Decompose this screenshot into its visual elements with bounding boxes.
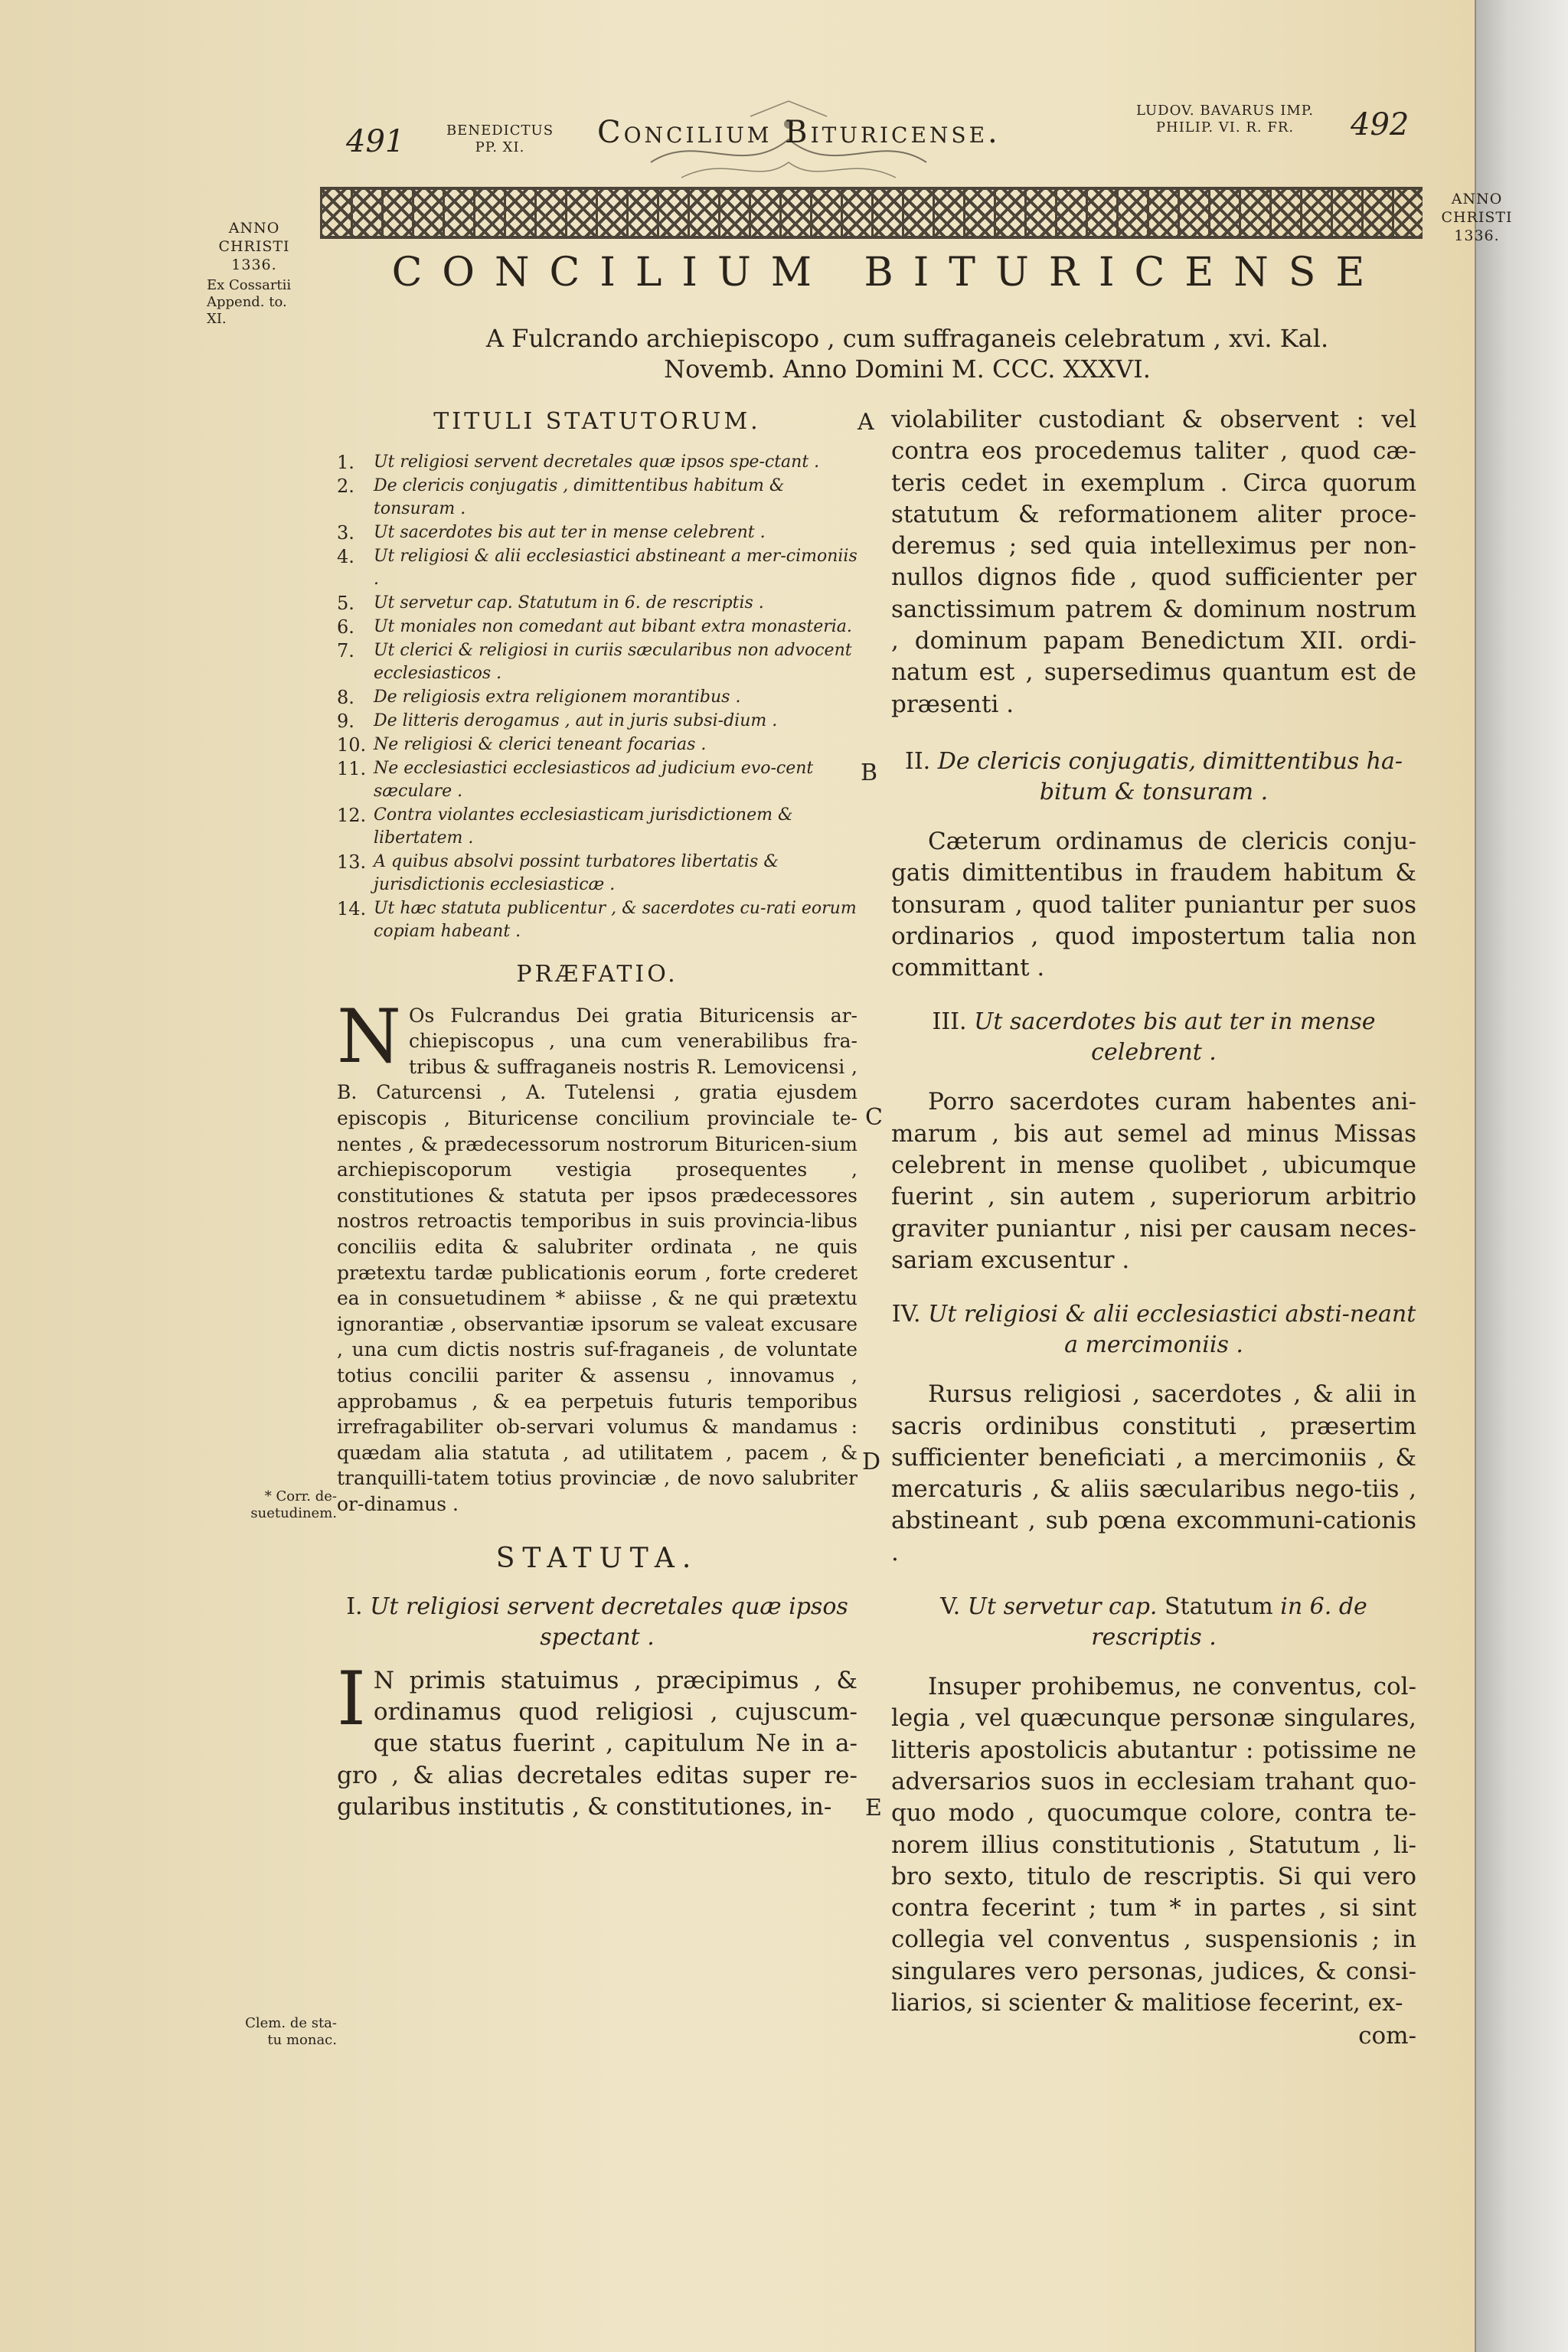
next-page-edge xyxy=(1475,0,1568,2352)
left-page-number: 491 xyxy=(346,124,405,159)
statute-1-heading xyxy=(337,1592,858,1653)
toc-text: De clericis conjugatis , dimittentibus habitum & tonsuram . xyxy=(374,476,785,519)
toc-text: A quibus absolvi possint turbatores libertatis & jurisdictionis ecclesiasticæ . xyxy=(374,852,779,895)
praefatio-body: Os Fulcrandus Dei gratia Bituricensis ar-chiepiscopus , una cum venerabilibus fra-tribus & suffraganeis nostris R. Lemovicensi , B. Caturcensi , A. Tutelensi , gratia ejusdem episcopis , Bituricense concilium provinciale te-nentes , & prædecessorum nostrorum Bituricen-sium archiepiscoporum vestigia prosequentes , constitutiones & statuta per ipsos prædecessores nostros retroactis temporibus in suis provincia-libus conciliis edita & salubriter ordinata , ne quis prætextu tardæ publicationis eorum , forte crederet ea in consuetudinem * abiisse , & ne qui prætextu ignorantiæ , observantiæ ipsorum se valeat excusare , una cum dictis nostris suf-fraganeis , de voluntate totius concilii pariter & assensu , innovamus , approbamus , & ea perpetuis futuris temporibus irrefragabiliter ob-servari volumus & mandamus : quædam alia statuta , ad utilitatem , pacem , & tranquilli-tatem totius provinciæ , de novo salubriter or-dinamus . xyxy=(337,1004,858,1515)
toc-item xyxy=(337,521,858,544)
margin-line: 1336. xyxy=(1454,227,1500,244)
statute-2-heading xyxy=(891,746,1416,808)
toc-text: Ut hæc statuta publicentur , & sacerdotes cu-rati eorum copiam habeant . xyxy=(374,899,857,942)
toc-number: 5. xyxy=(337,593,354,615)
statute-number: I. xyxy=(346,1592,363,1620)
toc-number: 10. xyxy=(337,734,367,756)
dropcap: N xyxy=(337,993,401,1080)
toc-number: 11. xyxy=(337,758,367,780)
praefatio-heading: PRÆFATIO. xyxy=(516,961,678,988)
margin-line: * Corr. de- xyxy=(264,1488,337,1504)
left-running-line: BENEDICTUS xyxy=(446,122,554,139)
column-letter-d: D xyxy=(862,1449,881,1475)
statute-number: V. xyxy=(940,1593,961,1621)
left-running-head xyxy=(443,122,557,156)
right-page-number: 492 xyxy=(1351,107,1410,142)
statute-title: De clericis conjugatis, dimittentibus ha-bitum & tonsuram . xyxy=(937,747,1403,805)
margin-line: ANNO xyxy=(228,220,280,237)
continued-text: violabiliter custodiant & observent : vel contra eos procedemus taliter , quod cæ-teris cedet in exemplum . Circa quorum statutum & reformationem aliter proce-deremus ; sed quia intelleximus per non-nullos dignos fide , quod sufficienter per sanctissimum patrem & dominum nostrum , dominum papam Benedictum XII. ordi-natum est , supersedimus quantum est de præsenti . xyxy=(891,406,1416,718)
toc-item xyxy=(337,475,858,521)
margin-line: 1336. xyxy=(231,256,277,273)
statute-4-text: Rursus religiosi , sacerdotes , & alii in sacris ordinibus constituti , præsertim sufficienter beneficiati , a mercimoniis , & mercaturis , & aliis sæcularibus nego-tiis , abstineant , sub pœna excommuni-cationis . xyxy=(891,1380,1416,1566)
toc-number: 13. xyxy=(337,851,367,874)
toc-number: 8. xyxy=(337,687,354,709)
toc-text: Ne ecclesiastici ecclesiasticos ad judicium evo-cent sæculare . xyxy=(374,759,814,802)
toc-item xyxy=(337,733,858,756)
toc-number: 12. xyxy=(337,805,367,827)
statute-number: II. xyxy=(904,747,931,775)
toc-item xyxy=(337,686,858,709)
toc-item xyxy=(337,851,858,897)
statute-title: Ut servetur cap. xyxy=(967,1593,1158,1621)
margin-line: CHRISTI xyxy=(218,238,290,255)
margin-note-consuetudinem xyxy=(222,1488,337,1522)
toc-heading: TITULI STATUTORUM. xyxy=(433,408,761,435)
margin-line: tu monac. xyxy=(267,2032,337,2048)
toc-item xyxy=(337,710,858,733)
margin-line: Clem. de sta- xyxy=(245,2015,337,2031)
toc-number: 1. xyxy=(337,452,354,474)
toc-number: 3. xyxy=(337,522,354,544)
statute-4-heading xyxy=(891,1299,1416,1361)
left-column xyxy=(337,406,858,1823)
toc-number: 14. xyxy=(337,898,367,920)
statute-2-text: Cæterum ordinamus de clericis conju-gatis dimittentibus in fraudem habitum & tonsuram , quod taliter puniantur per suos ordinarios , quod impostertum talia non committant . xyxy=(891,827,1416,982)
column-letter-e: E xyxy=(865,1795,882,1821)
margin-line: XI. xyxy=(207,311,227,327)
margin-note-clem xyxy=(230,2015,337,2049)
statute-title: Ut sacerdotes bis aut ter in mense celebrent . xyxy=(974,1008,1376,1067)
statute-5-heading xyxy=(891,1592,1416,1653)
running-title: Concilium Bituricense. xyxy=(597,115,1001,150)
statute-title: Ut religiosi & alii ecclesiastici absti-neant a mercimoniis . xyxy=(928,1301,1416,1359)
toc-item xyxy=(337,757,858,803)
decorative-band-ornament xyxy=(320,187,1423,239)
margin-line: Append. to. xyxy=(207,294,287,310)
right-running-line: PHILIP. VI. R. FR. xyxy=(1155,119,1295,136)
toc-number: 2. xyxy=(337,475,354,498)
toc-item xyxy=(337,545,858,591)
left-running-line: PP. XI. xyxy=(475,139,525,155)
toc-number: 7. xyxy=(337,640,354,662)
toc-item xyxy=(337,451,858,474)
column-letter-a: A xyxy=(858,409,874,436)
toc-text: De litteris derogamus , aut in juris subsi-dium . xyxy=(374,711,778,731)
toc-list xyxy=(337,451,858,943)
statute-title-roman: Statutum xyxy=(1164,1593,1273,1621)
toc-text: Ut servetur cap. Statutum in 6. de rescriptis . xyxy=(374,593,764,613)
toc-text: Ut clerici & religiosi in curiis sæcularibus non advocent ecclesiasticos . xyxy=(374,641,852,684)
toc-text: De religiosis extra religionem morantibus . xyxy=(374,688,741,707)
margin-source-note xyxy=(207,277,329,328)
toc-text: Contra violantes ecclesiasticam jurisdictionem & libertatem . xyxy=(374,805,793,848)
statute-1-text xyxy=(337,1655,858,1823)
subtitle-line: A Fulcrando archiepiscopo , cum suffraganeis celebratum , xvi. Kal. xyxy=(485,324,1329,353)
statute-5-text: Insuper prohibemus, ne conventus, col-legia , vel quæcunque personæ singulares, litteris apostolicis abutantur : potissime ne adversarios suos in ecclesiam trahant quo-quo modo , quocumque colore, contra te-norem illius constitutionis , Statutum , li-bro sexto, titulo de rescriptis. Si qui vero contra fecerint ; tum * in partes , si sint collegia vel conventus , suspensionis ; in singulares vero personas, judices, & consi-liarios, si scienter & malitiose fecerint, ex- xyxy=(891,1673,1416,2017)
statute-number: IV. xyxy=(891,1301,921,1328)
right-running-line: LUDOV. BAVARUS IMP. xyxy=(1136,103,1314,119)
subtitle-line: Novemb. Anno Domini M. CCC. XXXVI. xyxy=(664,354,1151,384)
column-letter-c: C xyxy=(865,1104,883,1131)
toc-item xyxy=(337,616,858,639)
right-running-head xyxy=(1118,103,1332,136)
dropcap: I xyxy=(337,1655,366,1742)
statuta-heading: STATUTA. xyxy=(495,1543,699,1575)
margin-line: suetudinem. xyxy=(250,1505,337,1521)
column-letter-b: B xyxy=(861,760,878,786)
right-column xyxy=(891,404,1416,2053)
margin-line: Ex Cossartii xyxy=(207,277,292,293)
catchword: com- xyxy=(1358,2022,1416,2050)
statute-number: III. xyxy=(932,1008,967,1036)
toc-item xyxy=(337,639,858,685)
toc-number: 4. xyxy=(337,546,354,568)
toc-text: Ut religiosi & alii ecclesiastici abstineant a mer-cimoniis . xyxy=(374,547,858,590)
statute-1-body: N primis statuimus , præcipimus , & ordinamus quod religiosi , cujuscum-que status fuerint , capitulum Ne in a-gro , & alias decretales editas super re-gularibus institutis , & constitutiones, in- xyxy=(337,1666,858,1821)
toc-text: Ut sacerdotes bis aut ter in mense celebrent . xyxy=(374,523,766,543)
statute-title: in 6. de rescriptis . xyxy=(1091,1593,1367,1651)
toc-number: 6. xyxy=(337,616,354,639)
toc-text: Ut moniales non comedant aut bibant extra monasteria. xyxy=(374,617,852,637)
toc-item xyxy=(337,804,858,850)
statute-title: Ut religiosi servent decretales quæ ipsos spectant . xyxy=(370,1592,848,1651)
margin-line: ANNO xyxy=(1451,191,1503,207)
praefatio-text xyxy=(337,993,858,1517)
document-title: CONCILIUM BITURICENSE xyxy=(391,250,1385,296)
statute-3-text: Porro sacerdotes curam habentes ani-marum , bis aut semel ad minus Missas celebrent in mense quolibet , ubicumque fuerint , sin autem , superiorum arbitrio graviter puniantur , nisi per causam neces-sariam excusentur . xyxy=(891,1088,1416,1274)
document-subtitle xyxy=(398,323,1416,384)
toc-text: Ut religiosi servent decretales quæ ipsos spe-ctant . xyxy=(374,452,820,472)
toc-number: 9. xyxy=(337,710,354,733)
toc-item xyxy=(337,897,858,943)
toc-text: Ne religiosi & clerici teneant focarias . xyxy=(374,735,707,755)
statute-3-heading xyxy=(891,1007,1416,1068)
margin-year-left xyxy=(205,219,303,274)
margin-line: CHRISTI xyxy=(1441,209,1513,226)
toc-item xyxy=(337,592,858,615)
margin-year-right xyxy=(1435,190,1519,245)
